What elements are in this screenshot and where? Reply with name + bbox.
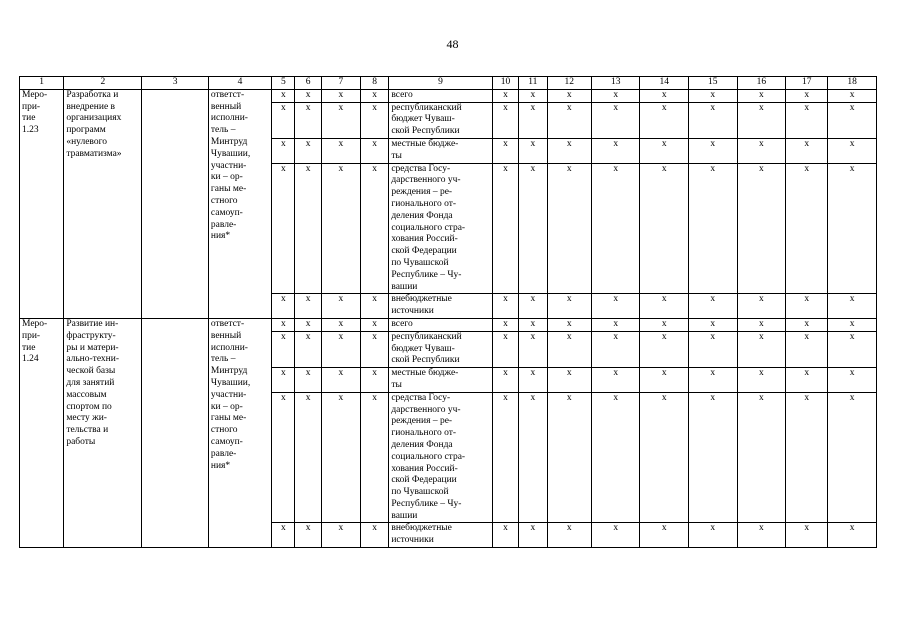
mark-cell: х <box>360 392 388 523</box>
mark-cell: х <box>272 138 295 163</box>
mark-cell: х <box>689 523 738 548</box>
mark-cell: х <box>272 163 295 294</box>
mark-cell: х <box>519 163 547 294</box>
cell-line: ния* <box>210 460 231 471</box>
mark-cell: х <box>689 392 738 523</box>
header-cell-10: 10 <box>492 77 518 90</box>
cell-line: хования Россий- <box>391 234 458 245</box>
mark-cell: х <box>492 163 518 294</box>
mark-cell: х <box>786 318 828 331</box>
mark-cell: х <box>360 331 388 367</box>
mark-cell: х <box>321 318 360 331</box>
cell-line: внебюджетные <box>391 294 452 305</box>
mark-cell: х <box>689 102 738 138</box>
mark-cell: х <box>519 318 547 331</box>
mark-cell: х <box>547 523 591 548</box>
mark-cell: х <box>360 294 388 319</box>
funding-source-cell <box>389 163 492 294</box>
cell-line: Республике – Чу- <box>391 269 462 280</box>
mark-cell: х <box>640 138 689 163</box>
executor-cell <box>208 318 271 547</box>
mark-cell: х <box>295 331 321 367</box>
mark-cell: х <box>547 318 591 331</box>
mark-cell: х <box>321 138 360 163</box>
cell-line: организациях <box>66 113 122 124</box>
cell-line: ответст- <box>210 318 245 329</box>
mark-cell: х <box>492 102 518 138</box>
funding-source-cell <box>389 368 492 393</box>
mark-cell: х <box>786 523 828 548</box>
executor-cell <box>208 89 271 318</box>
mark-cell: х <box>640 294 689 319</box>
header-cell-17: 17 <box>786 77 828 90</box>
mark-cell: х <box>828 331 877 367</box>
mark-cell: х <box>547 89 591 102</box>
mark-cell: х <box>360 89 388 102</box>
mark-cell: х <box>689 138 738 163</box>
cell-line: по Чувашской <box>391 257 449 268</box>
mark-cell: х <box>295 368 321 393</box>
header-cell-9: 9 <box>389 77 492 90</box>
cell-line: ской Республики <box>391 355 460 366</box>
cell-line: вашии <box>391 281 418 292</box>
mark-cell: х <box>295 102 321 138</box>
mark-cell: х <box>360 368 388 393</box>
mark-cell: х <box>828 89 877 102</box>
mark-cell: х <box>492 89 518 102</box>
cell-line: гионального от- <box>391 428 457 439</box>
mark-cell: х <box>640 368 689 393</box>
mark-cell: х <box>737 392 786 523</box>
mark-cell: х <box>519 392 547 523</box>
measure-number-cell <box>20 318 64 547</box>
cell-line: Чувашии, <box>210 148 251 159</box>
mark-cell: х <box>547 392 591 523</box>
mark-cell: х <box>828 138 877 163</box>
cell-line: «нулевого <box>66 136 108 147</box>
cell-line: Минтруд <box>210 366 248 377</box>
cell-line: 1.24 <box>22 354 39 365</box>
mark-cell: х <box>272 294 295 319</box>
mark-cell: х <box>786 102 828 138</box>
mark-cell: х <box>786 294 828 319</box>
cell-line: социального стра- <box>391 222 466 233</box>
cell-line: ганы ме- <box>210 413 247 424</box>
mark-cell: х <box>295 523 321 548</box>
mark-cell: х <box>640 523 689 548</box>
cell-line: местные бюдже- <box>391 368 459 379</box>
table-row <box>20 318 877 331</box>
cell-line: тельства и <box>66 425 109 436</box>
mark-cell: х <box>295 318 321 331</box>
cell-line: гионального от- <box>391 198 457 209</box>
mark-cell: х <box>272 318 295 331</box>
mark-cell: х <box>519 331 547 367</box>
cell-line: хования Россий- <box>391 463 458 474</box>
cell-line: стного <box>210 425 238 436</box>
measures-table <box>19 76 877 548</box>
table-row <box>20 89 877 102</box>
header-cell-16: 16 <box>737 77 786 90</box>
mark-cell: х <box>640 102 689 138</box>
mark-cell: х <box>828 318 877 331</box>
mark-cell: х <box>295 392 321 523</box>
header-cell-12: 12 <box>547 77 591 90</box>
header-row <box>20 77 877 90</box>
cell-line: ально-техни- <box>66 354 120 365</box>
header-cell-3: 3 <box>142 77 208 90</box>
mark-cell: х <box>547 368 591 393</box>
cell-line: деления Фонда <box>391 210 453 221</box>
mark-cell: х <box>519 523 547 548</box>
mark-cell: х <box>591 368 640 393</box>
mark-cell: х <box>321 102 360 138</box>
mark-cell: х <box>272 392 295 523</box>
mark-cell: х <box>640 163 689 294</box>
mark-cell: х <box>519 102 547 138</box>
cell-line: ганы ме- <box>210 184 247 195</box>
header-cell-14: 14 <box>640 77 689 90</box>
mark-cell: х <box>360 163 388 294</box>
header-cell-5: 5 <box>272 77 295 90</box>
cell-line: массовым <box>66 389 107 400</box>
cell-line: дарственного уч- <box>391 404 461 415</box>
mark-cell: х <box>828 392 877 523</box>
mark-cell: х <box>547 138 591 163</box>
cell-line: источники <box>391 306 434 317</box>
mark-cell: х <box>828 102 877 138</box>
mark-cell: х <box>272 368 295 393</box>
header-cell-7: 7 <box>321 77 360 90</box>
mark-cell: х <box>591 102 640 138</box>
mark-cell: х <box>321 163 360 294</box>
mark-cell: х <box>737 163 786 294</box>
mark-cell: х <box>295 138 321 163</box>
mark-cell: х <box>492 523 518 548</box>
mark-cell: х <box>591 523 640 548</box>
mark-cell: х <box>737 102 786 138</box>
mark-cell: х <box>786 368 828 393</box>
cell-line: месту жи- <box>66 413 107 424</box>
mark-cell: х <box>640 392 689 523</box>
cell-line: Развитие ин- <box>66 318 119 329</box>
mark-cell: х <box>492 392 518 523</box>
cell-line: тие <box>22 342 36 353</box>
cell-line: ответст- <box>210 89 245 100</box>
cell-line: всего <box>391 318 413 329</box>
cell-line: всего <box>391 89 413 100</box>
cell-line: средства Госу- <box>391 392 451 403</box>
mark-cell: х <box>786 331 828 367</box>
mark-cell: х <box>689 294 738 319</box>
cell-line: при- <box>22 101 41 112</box>
mark-cell: х <box>295 294 321 319</box>
header-cell-15: 15 <box>689 77 738 90</box>
mark-cell: х <box>360 523 388 548</box>
cell-line: ческой базы <box>66 366 116 377</box>
cell-line: работы <box>66 436 96 447</box>
mark-cell: х <box>492 294 518 319</box>
mark-cell: х <box>591 163 640 294</box>
mark-cell: х <box>737 331 786 367</box>
cell-line: тель – <box>210 354 236 365</box>
cell-line: деления Фонда <box>391 439 453 450</box>
cell-line: ния* <box>210 231 231 242</box>
cell-line: Разработка и <box>66 89 119 100</box>
cell-line: Чувашии, <box>210 377 251 388</box>
mark-cell: х <box>272 331 295 367</box>
mark-cell: х <box>640 331 689 367</box>
cell-line: республиканский <box>391 331 462 342</box>
mark-cell: х <box>547 102 591 138</box>
cell-line: для занятий <box>66 377 115 388</box>
measure-number-cell <box>20 89 64 318</box>
mark-cell: х <box>737 294 786 319</box>
mark-cell: х <box>737 318 786 331</box>
mark-cell: х <box>828 294 877 319</box>
cell-line: Минтруд <box>210 136 248 147</box>
mark-cell: х <box>828 523 877 548</box>
cell-line: дарственного уч- <box>391 175 461 186</box>
mark-cell: х <box>547 163 591 294</box>
task-cell <box>142 318 208 547</box>
header-cell-6: 6 <box>295 77 321 90</box>
cell-line: ской Республики <box>391 126 460 137</box>
funding-source-cell <box>389 89 492 102</box>
mark-cell: х <box>786 163 828 294</box>
mark-cell: х <box>547 331 591 367</box>
page-number: 48 <box>446 37 459 51</box>
cell-line: спортом по <box>66 401 112 412</box>
mark-cell: х <box>689 89 738 102</box>
task-cell <box>142 89 208 318</box>
mark-cell: х <box>321 89 360 102</box>
mark-cell: х <box>492 318 518 331</box>
cell-line: реждения – ре- <box>391 187 453 198</box>
mark-cell: х <box>640 89 689 102</box>
funding-source-cell <box>389 102 492 138</box>
cell-line: внебюджетные <box>391 523 452 534</box>
header-cell-1: 1 <box>20 77 64 90</box>
header-cell-2: 2 <box>64 77 142 90</box>
cell-line: республиканский <box>391 102 462 113</box>
cell-line: по Чувашской <box>391 487 449 498</box>
cell-line: ской Федерации <box>391 475 457 486</box>
mark-cell: х <box>321 294 360 319</box>
header-cell-8: 8 <box>360 77 388 90</box>
funding-source-cell <box>389 523 492 548</box>
cell-line: Меро- <box>22 318 48 329</box>
mark-cell: х <box>360 138 388 163</box>
cell-line: программ <box>66 125 106 136</box>
mark-cell: х <box>689 368 738 393</box>
mark-cell: х <box>519 368 547 393</box>
mark-cell: х <box>519 138 547 163</box>
mark-cell: х <box>295 163 321 294</box>
mark-cell: х <box>640 318 689 331</box>
cell-line: ки – ор- <box>210 401 243 412</box>
mark-cell: х <box>321 368 360 393</box>
cell-line: бюджет Чуваш- <box>391 114 455 125</box>
cell-line: 1.23 <box>22 125 39 136</box>
mark-cell: х <box>591 138 640 163</box>
cell-line: венный <box>210 330 242 341</box>
cell-line: тие <box>22 113 36 124</box>
funding-source-cell <box>389 318 492 331</box>
mark-cell: х <box>828 368 877 393</box>
cell-line: самоуп- <box>210 436 243 447</box>
cell-line: при- <box>22 330 41 341</box>
cell-line: исполни- <box>210 113 248 124</box>
mark-cell: х <box>591 89 640 102</box>
mark-cell: х <box>272 89 295 102</box>
mark-cell: х <box>737 89 786 102</box>
cell-line: внедрение в <box>66 101 116 112</box>
measure-name-cell <box>64 318 142 547</box>
mark-cell: х <box>737 523 786 548</box>
mark-cell: х <box>272 102 295 138</box>
cell-line: реждения – ре- <box>391 416 453 427</box>
mark-cell: х <box>321 331 360 367</box>
cell-line: исполни- <box>210 342 248 353</box>
mark-cell: х <box>591 392 640 523</box>
mark-cell: х <box>321 392 360 523</box>
mark-cell: х <box>591 318 640 331</box>
mark-cell: х <box>737 138 786 163</box>
cell-line: участни- <box>210 160 247 171</box>
cell-line: равле- <box>210 219 237 230</box>
cell-line: социального стра- <box>391 451 466 462</box>
mark-cell: х <box>591 294 640 319</box>
measure-name-cell <box>64 89 142 318</box>
funding-source-cell <box>389 392 492 523</box>
mark-cell: х <box>547 294 591 319</box>
cell-line: участни- <box>210 389 247 400</box>
mark-cell: х <box>786 392 828 523</box>
mark-cell: х <box>492 331 518 367</box>
mark-cell: х <box>492 138 518 163</box>
mark-cell: х <box>786 89 828 102</box>
cell-line: ки – ор- <box>210 172 243 183</box>
mark-cell: х <box>360 318 388 331</box>
cell-line: ты <box>391 379 402 390</box>
mark-cell: х <box>519 89 547 102</box>
cell-line: ры и матери- <box>66 342 119 353</box>
cell-line: равле- <box>210 448 237 459</box>
mark-cell: х <box>272 523 295 548</box>
mark-cell: х <box>737 368 786 393</box>
cell-line: вашии <box>391 510 418 521</box>
cell-line: средства Госу- <box>391 163 451 174</box>
funding-source-cell <box>389 331 492 367</box>
cell-line: стного <box>210 195 238 206</box>
cell-line: травматизма» <box>66 148 122 159</box>
cell-line: Меро- <box>22 89 48 100</box>
mark-cell: х <box>591 331 640 367</box>
cell-line: венный <box>210 101 242 112</box>
funding-source-cell <box>389 294 492 319</box>
header-cell-13: 13 <box>591 77 640 90</box>
mark-cell: х <box>321 523 360 548</box>
header-cell-18: 18 <box>828 77 877 90</box>
cell-line: ты <box>391 150 402 161</box>
cell-line: самоуп- <box>210 207 243 218</box>
cell-line: Республике – Чу- <box>391 498 462 509</box>
mark-cell: х <box>689 331 738 367</box>
mark-cell: х <box>519 294 547 319</box>
mark-cell: х <box>492 368 518 393</box>
cell-line: бюджет Чуваш- <box>391 343 455 354</box>
header-cell-11: 11 <box>519 77 547 90</box>
cell-line: ской Федерации <box>391 246 457 257</box>
cell-line: фраструкту- <box>66 330 116 341</box>
mark-cell: х <box>295 89 321 102</box>
mark-cell: х <box>689 163 738 294</box>
mark-cell: х <box>360 102 388 138</box>
header-cell-4: 4 <box>208 77 271 90</box>
mark-cell: х <box>828 163 877 294</box>
cell-line: источники <box>391 535 434 546</box>
cell-line: тель – <box>210 125 236 136</box>
funding-source-cell <box>389 138 492 163</box>
cell-line: местные бюдже- <box>391 138 459 149</box>
mark-cell: х <box>786 138 828 163</box>
mark-cell: х <box>689 318 738 331</box>
